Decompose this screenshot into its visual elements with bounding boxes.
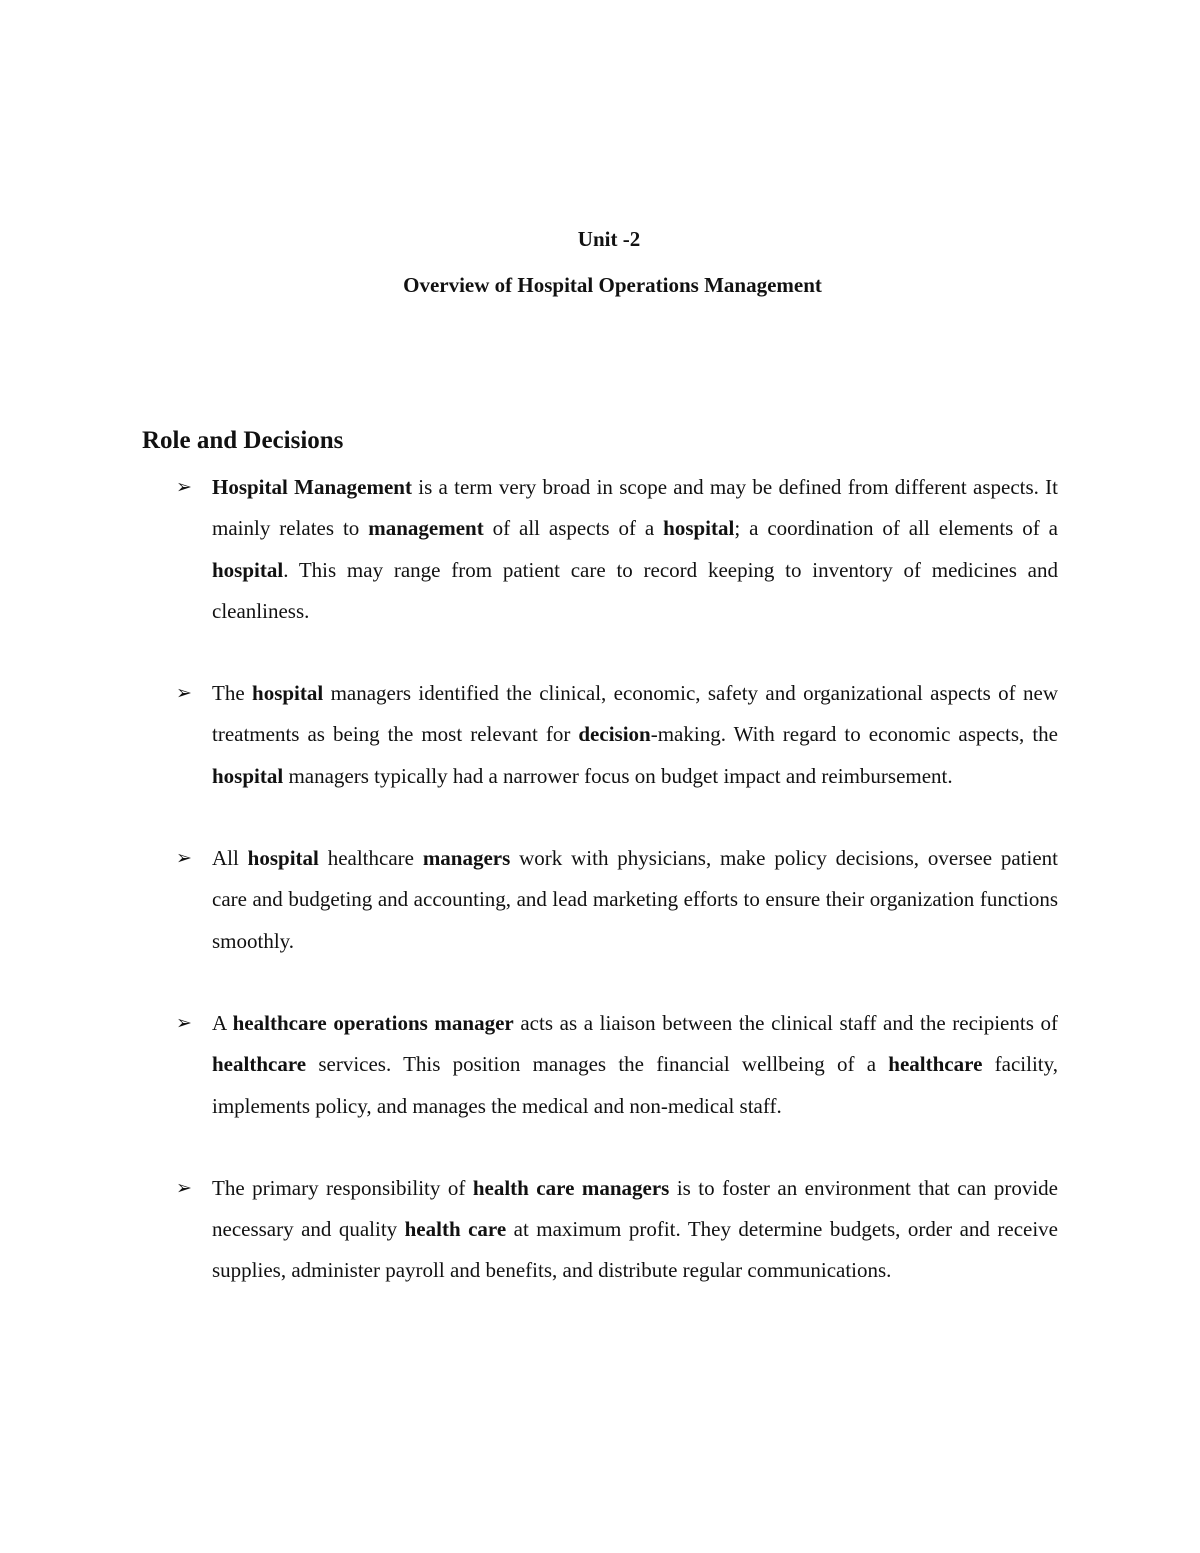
- bullet-text: [212, 475, 1058, 623]
- text-run: healthcare: [318, 846, 423, 871]
- page-title: Overview of Hospital Operations Management: [403, 273, 822, 297]
- text-run: is a term very broad in scope and may be defined from different aspects. It mainly relates to: [212, 475, 1059, 541]
- bullet-item: [0, 838, 1058, 962]
- bold-term: health care: [404, 1217, 507, 1242]
- bold-term: hospital: [212, 763, 284, 788]
- bold-term: hospital: [663, 516, 735, 541]
- text-run: of all aspects of a: [483, 516, 664, 541]
- bullet-text: [212, 1176, 1058, 1283]
- arrowhead-bullet-icon: ➢: [176, 682, 192, 705]
- bold-term: decision: [578, 722, 651, 747]
- arrowhead-bullet-icon: ➢: [176, 1176, 192, 1199]
- text-run: is to foster an environment that can provide necessary and quality: [212, 1175, 1058, 1242]
- bullet-text: [212, 846, 1058, 953]
- arrowhead-bullet-icon: ➢: [176, 1011, 192, 1034]
- bullet-text: [212, 1011, 1058, 1118]
- bold-term: hospital: [252, 681, 324, 706]
- bold-term: Hospital Management: [212, 475, 412, 499]
- text-run: A: [212, 1010, 233, 1035]
- bold-term: hospital: [247, 846, 319, 871]
- bold-term: healthcare: [888, 1052, 983, 1077]
- text-run: acts as a liaison between the clinical staff and the recipients of: [513, 1010, 1058, 1035]
- text-run: The primary responsibility of: [212, 1175, 473, 1200]
- bullet-item: [0, 1003, 1058, 1127]
- section-heading: Role and Decisions: [142, 427, 344, 454]
- bullet-item: [0, 673, 1058, 797]
- bold-term: healthcare operations manager: [232, 1010, 514, 1035]
- bullet-list: [0, 467, 1200, 1333]
- bullet-item: [0, 467, 1058, 632]
- bold-term: managers: [422, 846, 511, 871]
- text-run: The: [212, 681, 253, 706]
- text-run: facility, implements policy, and manages the medical and non-medical staff.: [212, 1052, 1058, 1118]
- text-run: -making. With regard to economic aspects, the: [650, 722, 1058, 747]
- bold-term: hospital: [212, 557, 284, 582]
- text-run: managers typically had a narrower focus on budget impact and reimbursement.: [283, 763, 953, 788]
- unit-label: Unit -2: [577, 227, 641, 251]
- text-run: managers identified the clinical, economic, safety and organizational aspects of new treatments as being the most relevant for: [212, 681, 1058, 747]
- arrowhead-bullet-icon: ➢: [176, 476, 192, 498]
- text-run: . This may range from patient care to record keeping to inventory of medicines and cleanliness.: [212, 557, 1058, 623]
- bold-term: healthcare: [212, 1052, 307, 1077]
- bullet-item: [0, 1168, 1058, 1292]
- arrowhead-bullet-icon: ➢: [176, 847, 192, 870]
- text-run: All: [212, 846, 248, 871]
- bullet-text: [212, 681, 1058, 788]
- bold-term: management: [368, 516, 484, 541]
- text-run: ; a coordination of all elements of a: [734, 516, 1058, 541]
- text-run: at maximum profit. They determine budgets, order and receive supplies, administer payroll and benefits, and distribute regular communications.: [212, 1217, 1058, 1283]
- bold-term: health care managers: [472, 1175, 670, 1200]
- text-run: services. This position manages the financial wellbeing of a: [306, 1052, 889, 1077]
- text-run: work with physicians, make policy decisions, oversee patient care and budgeting and accounting, and lead marketing efforts to ensure their organization functions smoothly.: [212, 846, 1058, 953]
